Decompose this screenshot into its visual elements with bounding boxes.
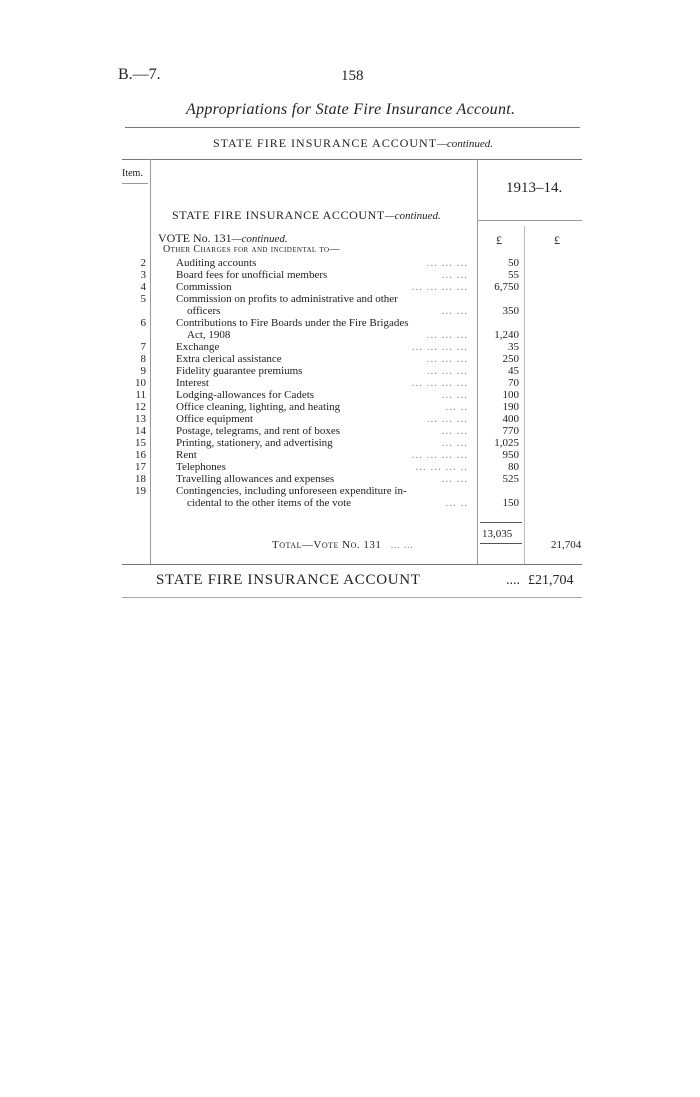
inner-section-title <box>172 208 441 223</box>
item-number: 2 <box>140 257 146 269</box>
item-number: 3 <box>140 269 146 281</box>
item-description: Office cleaning, lighting, and heating <box>176 401 341 413</box>
item-description: Contingencies, including unforeseen expenditure in- <box>176 485 407 497</box>
item-number: 9 <box>140 365 146 377</box>
leader-dots: ... .. <box>445 401 468 413</box>
table-row <box>0 365 700 377</box>
leader-dots: ... ... <box>441 473 468 485</box>
header-rule <box>125 127 580 128</box>
other-charges-heading: Other Charges for and incidental to— <box>163 244 340 255</box>
table-row <box>0 401 700 413</box>
footer-dots: .... <box>506 573 520 588</box>
currency-right-header: £ <box>554 233 560 247</box>
leader-dots: ... ... ... ... <box>411 377 468 389</box>
item-description: Interest <box>176 377 209 389</box>
item-description: Rent <box>176 449 197 461</box>
item-description: Office equipment <box>176 413 254 425</box>
item-description: Contributions to Fire Boards under the Fire Brigades <box>176 317 409 329</box>
item-description: Commission on profits to administrative and other <box>176 293 398 305</box>
item-number: 18 <box>135 473 146 485</box>
item-number: 15 <box>135 437 146 449</box>
inner-title-suffix: —continued. <box>384 210 441 222</box>
leader-dots: ... ... ... <box>426 257 468 269</box>
table-row <box>0 281 700 293</box>
item-number: 10 <box>135 377 146 389</box>
page-title: Appropriations for State Fire Insurance Account. <box>186 101 516 118</box>
section-title <box>213 136 493 151</box>
item-description-continued: cidental to the other items of the vote <box>187 497 352 509</box>
table-row <box>0 461 700 473</box>
leader-dots: ... ... ... <box>426 329 468 341</box>
subtotal-rule <box>480 522 522 523</box>
vote-suffix: —continued. <box>231 233 288 245</box>
table-top-rule <box>122 159 582 160</box>
item-description: Travelling allowances and expenses <box>176 473 335 485</box>
leader-dots: ... ... <box>441 269 468 281</box>
footer-amount-value: £21,704 <box>528 573 574 588</box>
item-number: 8 <box>140 353 146 365</box>
item-number: 13 <box>135 413 146 425</box>
footer-label: STATE FIRE INSURANCE ACCOUNT <box>156 572 421 588</box>
table-row <box>0 269 700 281</box>
leader-dots: ... ... ... .. <box>415 461 468 473</box>
item-description: Fidelity guarantee premiums <box>176 365 303 377</box>
item-description: Auditing accounts <box>176 257 257 269</box>
leader-dots: ... ... ... ... <box>411 281 468 293</box>
page-number: 158 <box>341 68 364 84</box>
leader-dots: ... ... ... ... <box>411 449 468 461</box>
item-description-continued: officers <box>187 305 221 317</box>
leader-dots: ... ... ... ... <box>411 341 468 353</box>
item-description: Exchange <box>176 341 220 353</box>
item-amount: 100 <box>502 389 519 401</box>
total-dots: ... ... <box>390 539 414 551</box>
item-amount: 80 <box>508 461 519 473</box>
item-number: 6 <box>140 317 146 329</box>
table-row <box>0 413 700 425</box>
item-amount: 1,240 <box>494 329 519 341</box>
item-amount: 70 <box>508 377 519 389</box>
leader-dots: ... ... <box>441 305 468 317</box>
item-amount: 770 <box>502 425 519 437</box>
table-row <box>0 437 700 449</box>
item-amount: 250 <box>502 353 519 365</box>
item-number: 16 <box>135 449 146 461</box>
item-number: 7 <box>140 341 146 353</box>
item-number: 17 <box>135 461 146 473</box>
item-amount: 55 <box>508 269 519 281</box>
table-row <box>0 425 700 437</box>
year-header: 1913–14. <box>506 180 563 196</box>
leader-dots: ... ... <box>441 425 468 437</box>
table-row <box>0 449 700 461</box>
leader-dots: ... ... ... <box>426 413 468 425</box>
item-number: 19 <box>135 485 146 497</box>
table-row <box>0 377 700 389</box>
item-description: Board fees for unofficial members <box>176 269 328 281</box>
item-amount: 350 <box>502 305 519 317</box>
item-amount: 525 <box>502 473 519 485</box>
table-row <box>0 293 700 317</box>
item-description: Extra clerical assistance <box>176 353 282 365</box>
subtotal-amount: 13,035 <box>482 528 513 540</box>
table-row <box>0 485 700 509</box>
item-number: 4 <box>140 281 146 293</box>
table-row <box>0 353 700 365</box>
subtotal-under-rule <box>480 543 522 544</box>
table-bottom-rule <box>122 564 582 565</box>
vote-label: VOTE No. 131 <box>158 231 232 245</box>
item-header-rule <box>122 183 148 184</box>
table-row <box>0 341 700 353</box>
inner-title-text: STATE FIRE INSURANCE ACCOUNT <box>172 208 385 222</box>
item-amount: 45 <box>508 365 519 377</box>
item-amount: 150 <box>502 497 519 509</box>
section-title-text: STATE FIRE INSURANCE ACCOUNT <box>213 136 438 150</box>
leader-dots: ... ... <box>441 437 468 449</box>
item-description: Lodging-allowances for Cadets <box>176 389 315 401</box>
leader-dots: ... ... <box>441 389 468 401</box>
item-description: Postage, telegrams, and rent of boxes <box>176 425 341 437</box>
total-label-text: Total—Vote No. 131 <box>272 539 382 551</box>
table-row <box>0 317 700 341</box>
currency-left-header: £ <box>496 233 502 247</box>
footer-amount <box>506 573 574 589</box>
item-amount: 400 <box>502 413 519 425</box>
item-amount: 950 <box>502 449 519 461</box>
item-description: Telephones <box>176 461 226 473</box>
table-row <box>0 473 700 485</box>
leader-dots: ... ... ... <box>426 353 468 365</box>
item-number: 12 <box>135 401 146 413</box>
item-amount: 6,750 <box>494 281 519 293</box>
item-amount: 190 <box>502 401 519 413</box>
item-description-continued: Act, 1908 <box>187 329 231 341</box>
item-amount: 1,025 <box>494 437 519 449</box>
item-number: 5 <box>140 293 146 305</box>
year-rule <box>477 220 582 221</box>
item-description: Printing, stationery, and advertising <box>176 437 333 449</box>
total-label <box>272 539 413 551</box>
item-number: 11 <box>135 389 146 401</box>
footer-rule <box>122 597 582 598</box>
item-column-header: Item. <box>122 168 143 179</box>
item-description: Commission <box>176 281 232 293</box>
item-number: 14 <box>135 425 146 437</box>
total-amount: 21,704 <box>551 539 582 551</box>
leader-dots: ... ... ... <box>426 365 468 377</box>
item-amount: 50 <box>508 257 519 269</box>
page-reference: B.—7. <box>118 66 161 83</box>
table-row <box>0 389 700 401</box>
item-amount: 35 <box>508 341 519 353</box>
table-row <box>0 257 700 269</box>
section-title-suffix: —continued. <box>437 138 493 150</box>
leader-dots: ... .. <box>445 497 468 509</box>
